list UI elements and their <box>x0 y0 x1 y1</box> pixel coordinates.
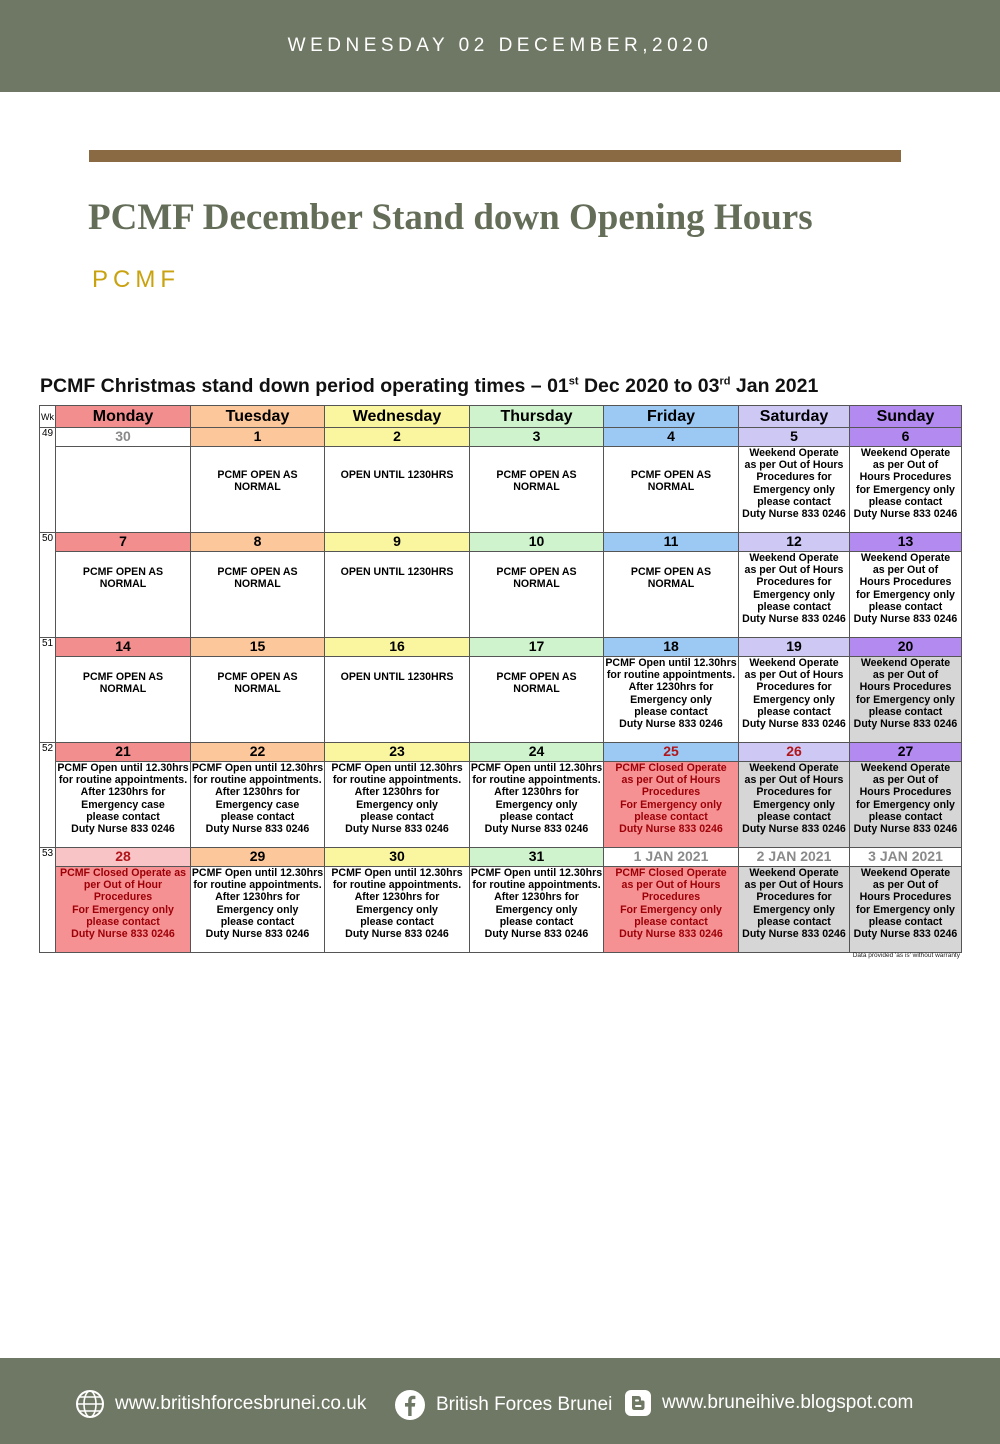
date-cell: 22 <box>191 743 325 762</box>
day-header-row <box>40 406 962 428</box>
day-cell: PCMF OPEN AS NORMAL <box>604 552 739 638</box>
date-cell: 27 <box>850 743 962 762</box>
date-cell: 31 <box>470 848 604 867</box>
facebook-icon <box>394 1389 426 1421</box>
body-row <box>40 867 962 953</box>
day-header-monday: Monday <box>56 406 191 428</box>
date-cell: 17 <box>470 638 604 657</box>
week-number: 51 <box>40 638 56 743</box>
week-number: 52 <box>40 743 56 848</box>
top-bar <box>0 0 1000 92</box>
day-cell: Weekend Operate as per Out of Hours Procedures for Emergency only please contact Duty Nurse 833 0246 <box>739 447 850 533</box>
body-row <box>40 762 962 848</box>
day-cell: PCMF Closed Operate as per Out of Hour Procedures For Emergency only please contact Duty Nurse 833 0246 <box>56 867 191 953</box>
day-cell: OPEN UNTIL 1230HRS <box>325 447 470 533</box>
day-cell: Weekend Operate as per Out of Hours Procedures for Emergency only please contact Duty Nurse 833 0246 <box>739 762 850 848</box>
date-cell: 24 <box>470 743 604 762</box>
divider-rule <box>89 150 901 162</box>
blogger-icon <box>624 1389 652 1417</box>
date-cell: 6 <box>850 428 962 447</box>
day-cell: Weekend Operate as per Out of Hours Procedures for Emergency only please contact Duty Nurse 833 0246 <box>739 867 850 953</box>
day-cell: PCMF Open until 12.30hrs for routine appointments. After 1230hrs for Emergency only please contact Duty Nurse 833 0246 <box>470 867 604 953</box>
date-cell: 9 <box>325 533 470 552</box>
globe-icon <box>75 1389 105 1419</box>
date-cell: 20 <box>850 638 962 657</box>
day-cell: PCMF OPEN AS NORMAL <box>470 552 604 638</box>
website-link[interactable] <box>75 1389 366 1419</box>
day-cell: PCMF OPEN AS NORMAL <box>191 447 325 533</box>
date-cell: 1 <box>191 428 325 447</box>
day-cell: PCMF Open until 12.30hrs for routine appointments. After 1230hrs for Emergency only please contact Duty Nurse 833 0246 <box>325 762 470 848</box>
date-cell: 29 <box>191 848 325 867</box>
date-cell: 3 JAN 2021 <box>850 848 962 867</box>
day-cell <box>56 447 191 533</box>
page-title: PCMF December Stand down Opening Hours <box>88 197 813 238</box>
day-cell: PCMF Closed Operate as per Out of Hours Procedures For Emergency only please contact Duty Nurse 833 0246 <box>604 762 739 848</box>
facebook-text: British Forces Brunei <box>436 1394 613 1415</box>
body-row <box>40 657 962 743</box>
date-cell: 23 <box>325 743 470 762</box>
date-cell: 5 <box>739 428 850 447</box>
day-cell: PCMF Open until 12.30hrs for routine appointments. After 1230hrs for Emergency only please contact Duty Nurse 833 0246 <box>325 867 470 953</box>
wk-header: Wk <box>40 406 56 428</box>
date-cell: 18 <box>604 638 739 657</box>
day-header-tuesday: Tuesday <box>191 406 325 428</box>
date-cell: 26 <box>739 743 850 762</box>
day-cell: PCMF OPEN AS NORMAL <box>470 657 604 743</box>
facebook-link[interactable] <box>394 1389 612 1421</box>
day-cell: PCMF OPEN AS NORMAL <box>191 657 325 743</box>
week-number: 49 <box>40 428 56 533</box>
day-cell: Weekend Operate as per Out of Hours Procedures for Emergency only please contact Duty Nurse 833 0246 <box>739 657 850 743</box>
date-cell: 3 <box>470 428 604 447</box>
date-cell: 2 <box>325 428 470 447</box>
date-row <box>40 743 962 762</box>
day-header-saturday: Saturday <box>739 406 850 428</box>
week-number: 50 <box>40 533 56 638</box>
date-cell: 21 <box>56 743 191 762</box>
date-cell: 30 <box>56 428 191 447</box>
date-cell: 10 <box>470 533 604 552</box>
blog-link[interactable] <box>624 1389 913 1417</box>
day-cell: Weekend Operate as per Out of Hours Procedures for Emergency only please contact Duty Nurse 833 0246 <box>850 552 962 638</box>
date-cell: 13 <box>850 533 962 552</box>
date-row <box>40 638 962 657</box>
date-cell: 7 <box>56 533 191 552</box>
date-cell: 4 <box>604 428 739 447</box>
date-cell: 2 JAN 2021 <box>739 848 850 867</box>
day-cell: PCMF Open until 12.30hrs for routine appointments. After 1230hrs for Emergency case please contact Duty Nurse 833 0246 <box>191 762 325 848</box>
day-header-wednesday: Wednesday <box>325 406 470 428</box>
post-date: WEDNESDAY 02 DECEMBER,2020 <box>287 35 713 56</box>
date-cell: 28 <box>56 848 191 867</box>
day-cell: PCMF Closed Operate as per Out of Hours Procedures For Emergency only please contact Duty Nurse 833 0246 <box>604 867 739 953</box>
day-cell: OPEN UNTIL 1230HRS <box>325 552 470 638</box>
day-cell: PCMF OPEN AS NORMAL <box>191 552 325 638</box>
day-header-sunday: Sunday <box>850 406 962 428</box>
day-header-friday: Friday <box>604 406 739 428</box>
day-cell: Weekend Operate as per Out of Hours Procedures for Emergency only please contact Duty Nurse 833 0246 <box>850 867 962 953</box>
day-cell: PCMF Open until 12.30hrs for routine appointments. After 1230hrs for Emergency case please contact Duty Nurse 833 0246 <box>56 762 191 848</box>
date-cell: 16 <box>325 638 470 657</box>
date-cell: 19 <box>739 638 850 657</box>
date-cell: 14 <box>56 638 191 657</box>
day-cell: Weekend Operate as per Out of Hours Procedures for Emergency only please contact Duty Nurse 833 0246 <box>850 447 962 533</box>
opening-hours-table <box>39 405 962 953</box>
body-row <box>40 447 962 533</box>
footer-bar <box>0 1358 1000 1444</box>
day-cell: Weekend Operate as per Out of Hours Procedures for Emergency only please contact Duty Nurse 833 0246 <box>739 552 850 638</box>
day-header-thursday: Thursday <box>470 406 604 428</box>
date-row <box>40 428 962 447</box>
date-row <box>40 848 962 867</box>
day-cell: PCMF Open until 12.30hrs for routine appointments. After 1230hrs for Emergency only please contact Duty Nurse 833 0246 <box>604 657 739 743</box>
day-cell: PCMF OPEN AS NORMAL <box>604 447 739 533</box>
blog-text: www.bruneihive.blogspot.com <box>662 1392 914 1413</box>
body-row <box>40 552 962 638</box>
date-cell: 11 <box>604 533 739 552</box>
day-cell: PCMF OPEN AS NORMAL <box>56 657 191 743</box>
date-cell: 1 JAN 2021 <box>604 848 739 867</box>
day-cell: OPEN UNTIL 1230HRS <box>325 657 470 743</box>
day-cell: PCMF Open until 12.30hrs for routine appointments. After 1230hrs for Emergency only please contact Duty Nurse 833 0246 <box>470 762 604 848</box>
date-cell: 30 <box>325 848 470 867</box>
date-row <box>40 533 962 552</box>
category-label[interactable]: PCMF <box>92 266 180 293</box>
day-cell: PCMF Open until 12.30hrs for routine appointments. After 1230hrs for Emergency only please contact Duty Nurse 833 0246 <box>191 867 325 953</box>
day-cell: PCMF OPEN AS NORMAL <box>470 447 604 533</box>
day-cell: PCMF OPEN AS NORMAL <box>56 552 191 638</box>
day-cell: Weekend Operate as per Out of Hours Procedures for Emergency only please contact Duty Nurse 833 0246 <box>850 762 962 848</box>
date-cell: 12 <box>739 533 850 552</box>
disclaimer: Data provided 'as is' without warranty <box>852 952 960 959</box>
date-cell: 15 <box>191 638 325 657</box>
website-text: www.britishforcesbrunei.co.uk <box>115 1393 367 1414</box>
week-number: 53 <box>40 848 56 953</box>
day-cell: Weekend Operate as per Out of Hours Procedures for Emergency only please contact Duty Nurse 833 0246 <box>850 657 962 743</box>
date-cell: 25 <box>604 743 739 762</box>
table-title: PCMF Christmas stand down period operating times – 01st Dec 2020 to 03rd Jan 2021 <box>40 375 819 397</box>
date-cell: 8 <box>191 533 325 552</box>
